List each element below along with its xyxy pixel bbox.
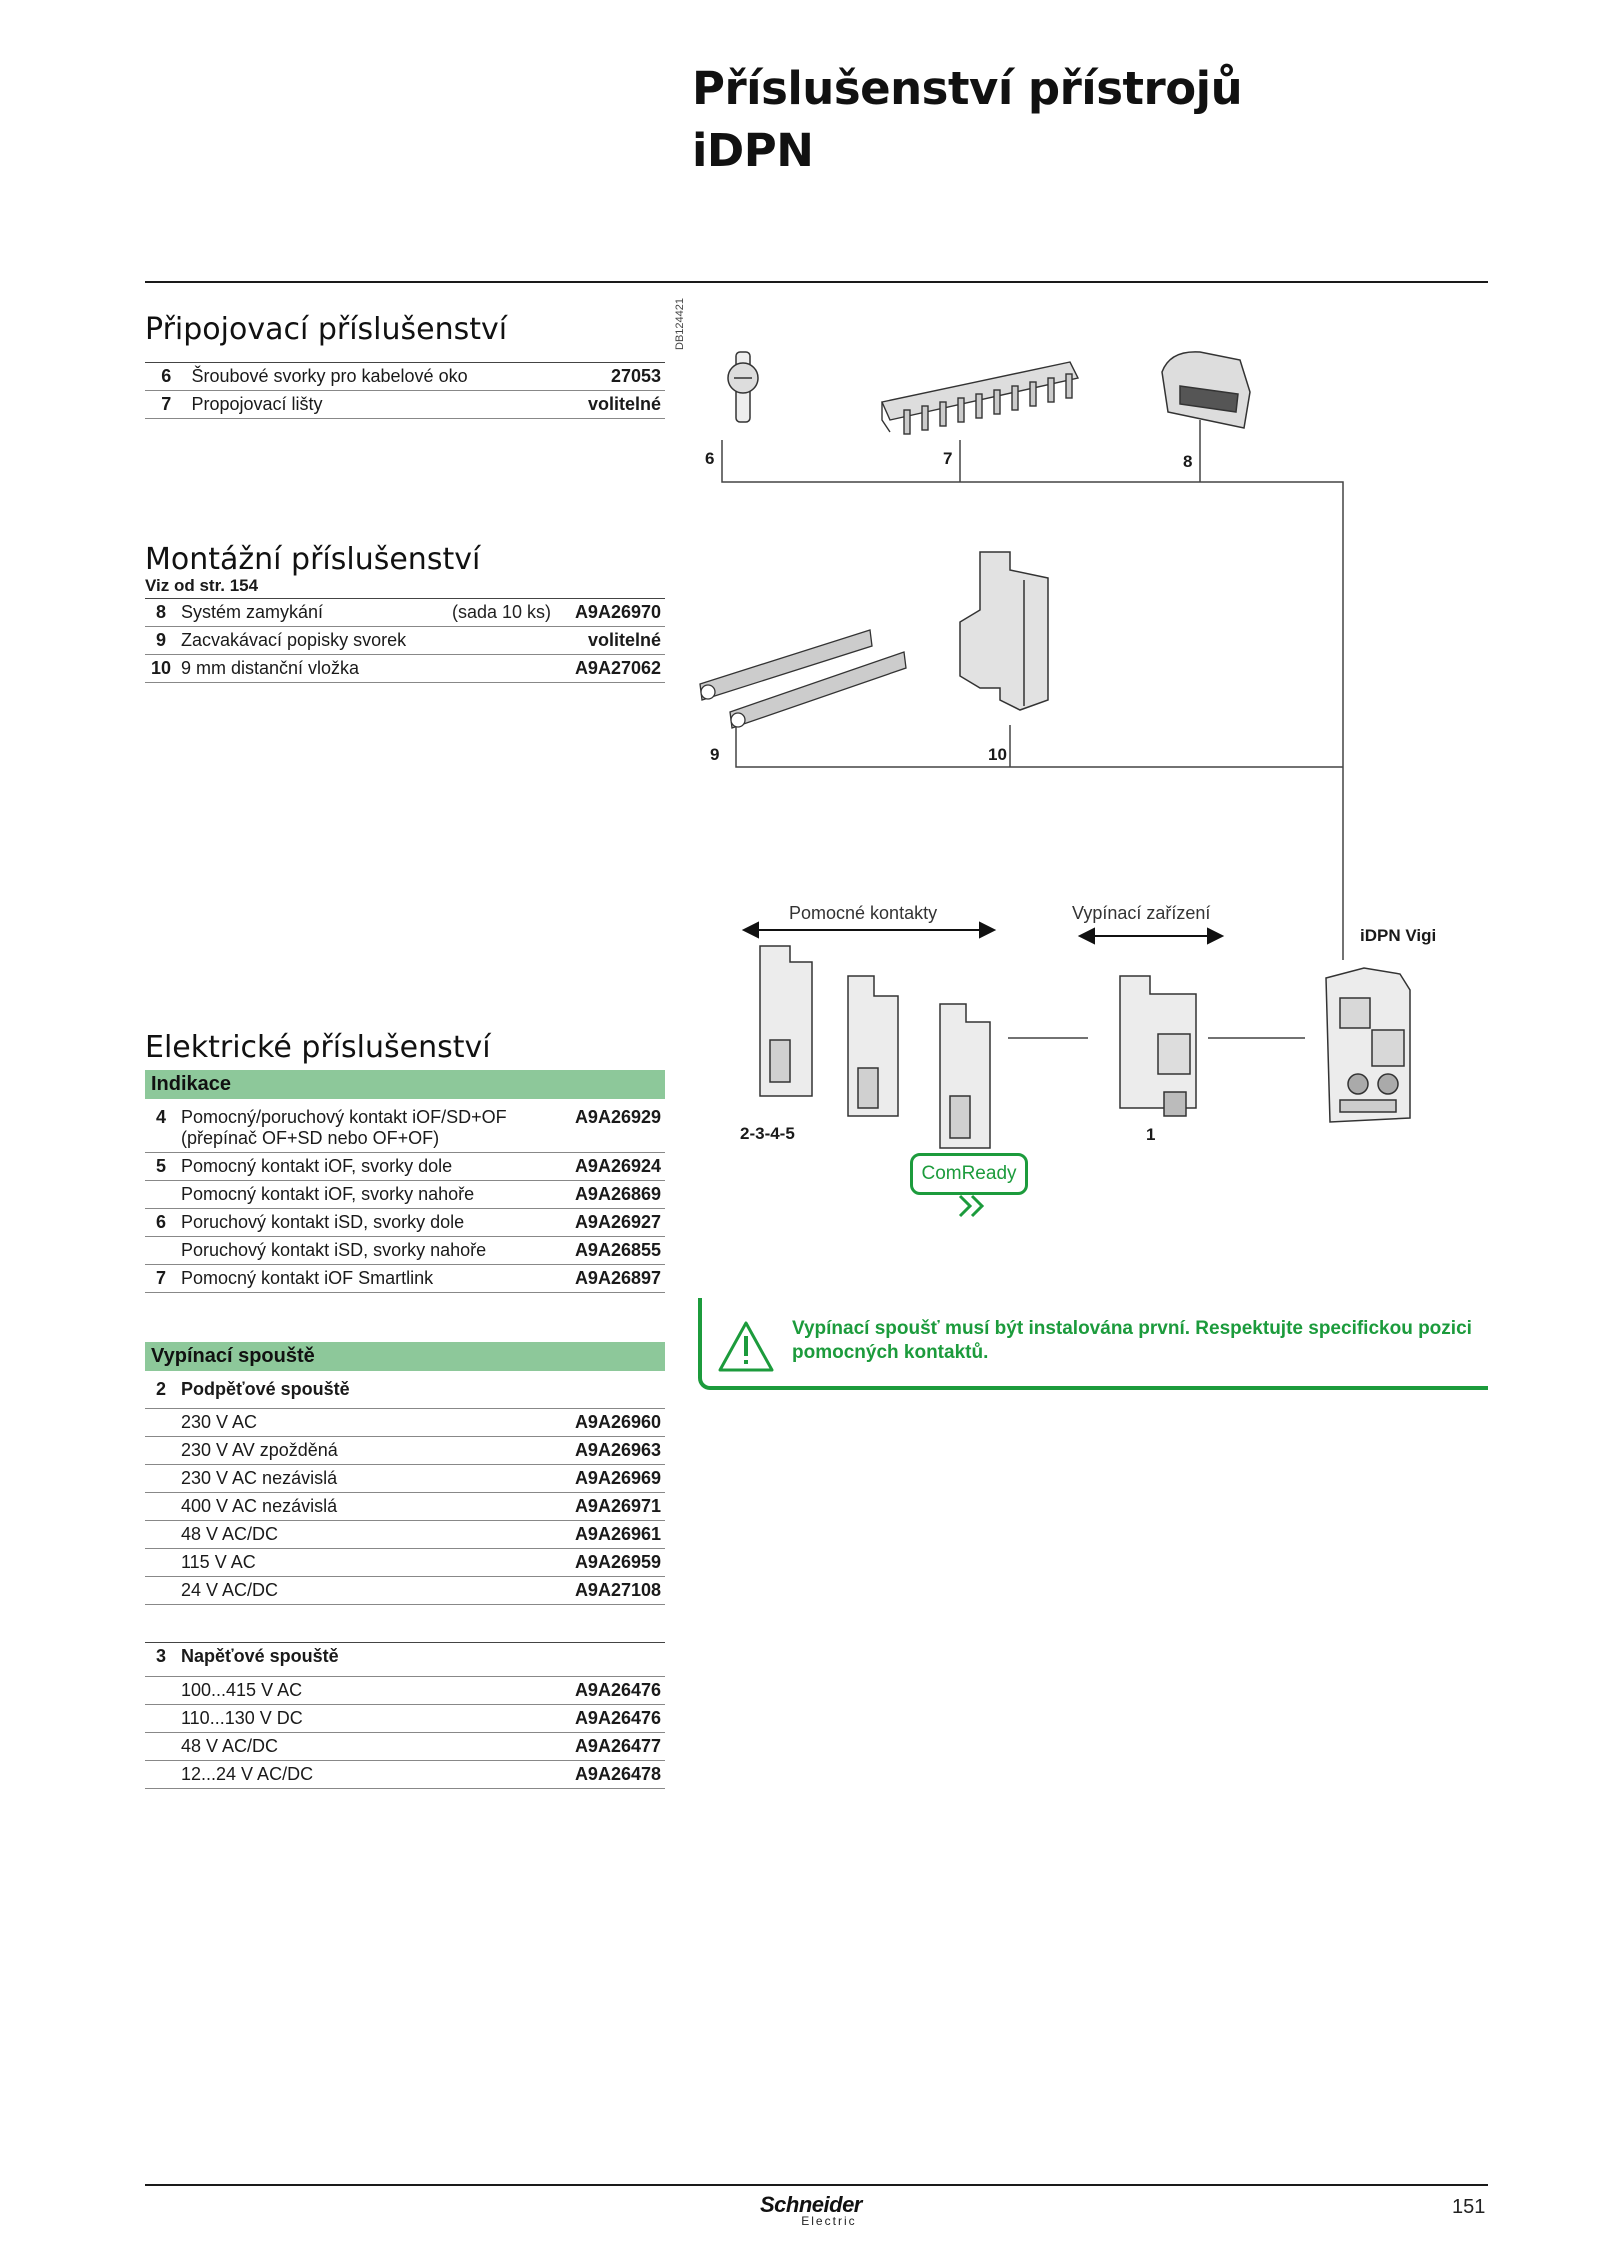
connecting-heading: Připojovací příslušenství: [145, 312, 508, 347]
row-desc: Pomocný kontakt iOF, svorky dole: [181, 1156, 453, 1176]
row-desc: Šroubové svorky pro kabelové oko: [191, 366, 468, 386]
row-desc: 12...24 V AC/DC: [181, 1764, 314, 1784]
row-code: A9A26961: [574, 1523, 661, 1544]
row-num: 4: [155, 1107, 166, 1127]
terminal-labels-drawing: [700, 630, 906, 728]
device-label: iDPN Vigi: [1360, 926, 1437, 945]
row-code: A9A26927: [574, 1212, 661, 1232]
comready-badge: ComReady: [910, 1153, 1028, 1195]
row-desc: 400 V AC nezávislá: [181, 1495, 338, 1516]
row-desc: 24 V AC/DC: [181, 1579, 279, 1600]
diagram-label-6: 6: [705, 449, 715, 468]
row-num: 6: [155, 1212, 166, 1232]
aux-contacts-label: Pomocné kontakty: [789, 903, 938, 923]
row-num: 7: [161, 394, 172, 414]
row-code: A9A26869: [574, 1184, 661, 1204]
diagram-label-7: 7: [943, 449, 953, 468]
row-num: 9: [155, 630, 166, 650]
title-line-1: Příslušenství přístrojů: [692, 62, 1243, 115]
row-code: A9A26969: [574, 1467, 661, 1488]
row-code: A9A27108: [574, 1579, 661, 1600]
subsection-title: Podpěťové spouště: [181, 1379, 350, 1399]
comb-busbar-drawing: [882, 362, 1078, 434]
trip-device-drawing: [1120, 976, 1196, 1116]
aux-contact-modules-drawing: [760, 946, 990, 1148]
comready-chevron-icon: [960, 1196, 982, 1216]
row-num: 3: [155, 1646, 166, 1666]
brand-logo: [760, 2192, 862, 2228]
indication-bar: Indikace: [145, 1070, 665, 1099]
document-reference: DB124421: [674, 298, 686, 350]
locking-system-drawing: [1162, 352, 1250, 428]
row-desc: 110...130 V DC: [181, 1708, 303, 1728]
row-desc: Pomocný kontakt iOF, svorky nahoře: [181, 1184, 475, 1204]
mounting-heading: Montážní příslušenství: [145, 542, 481, 577]
row-code: A9A26477: [574, 1736, 661, 1756]
row-code: A9A26924: [574, 1156, 661, 1176]
row-desc: 230 V AC: [181, 1411, 258, 1432]
aux-contacts-arrow: [744, 923, 994, 937]
row-code: A9A27062: [574, 658, 661, 678]
electrical-heading: Elektrické příslušenství: [145, 1030, 491, 1065]
row-code: A9A26478: [574, 1764, 661, 1784]
row-desc: Propojovací lišty: [191, 394, 323, 414]
row-extra: (sada 10 ks): [451, 602, 551, 622]
row-code: A9A26963: [574, 1439, 661, 1460]
row-desc: Poruchový kontakt iSD, svorky dole: [181, 1212, 465, 1232]
row-desc: Systém zamykání: [181, 602, 324, 622]
title-line-2: iDPN: [692, 124, 814, 177]
row-code: A9A26929: [574, 1107, 661, 1127]
trip-devices-arrow: [1080, 929, 1222, 943]
row-desc: Pomocný/poruchový kontakt iOF/SD+OF (přepínač OF+SD nebo OF+OF): [181, 1107, 507, 1148]
row-desc: 100...415 V AC: [181, 1680, 303, 1700]
row-desc: 48 V AC/DC: [181, 1736, 279, 1756]
mounting-note: Viz od str. 154: [145, 576, 259, 595]
spacer-drawing: [960, 552, 1048, 710]
row-desc: Poruchový kontakt iSD, svorky nahoře: [181, 1240, 487, 1260]
row-code: A9A26959: [574, 1551, 661, 1572]
row-desc: Zacvakávací popisky svorek: [181, 630, 407, 650]
row-code: A9A26476: [574, 1708, 661, 1728]
page-number: 151: [1452, 2196, 1486, 2218]
diagram-label-8: 8: [1183, 452, 1193, 471]
row-code: 27053: [610, 366, 661, 386]
connector-line-mount: [736, 725, 1343, 767]
diagram-label-1: 1: [1146, 1125, 1156, 1144]
idpn-vigi-drawing: [1326, 968, 1410, 1122]
row-desc: 48 V AC/DC: [181, 1523, 279, 1544]
row-code: A9A26897: [574, 1268, 661, 1288]
row-desc: 230 V AV zpožděná: [181, 1439, 338, 1460]
warning-text: Vypínací spoušť musí být instalována první. Respektujte specifickou pozici pomocných kontaktů.: [792, 1318, 1472, 1363]
row-code: A9A26960: [574, 1411, 661, 1432]
row-desc: 230 V AC nezávislá: [181, 1467, 338, 1488]
row-code: volitelné: [587, 630, 661, 650]
row-num: 7: [155, 1268, 166, 1288]
row-num: 5: [155, 1156, 166, 1176]
brand-name: Schneider: [760, 2192, 862, 2217]
row-code: A9A26970: [574, 602, 661, 622]
row-code: A9A26855: [574, 1240, 661, 1260]
diagram-label-9: 9: [710, 745, 720, 764]
row-desc: Pomocný kontakt iOF Smartlink: [181, 1268, 434, 1288]
row-num: 6: [161, 366, 172, 386]
row-num: 8: [155, 602, 166, 622]
diagram-label-10: 10: [988, 745, 1007, 764]
row-num: 2: [155, 1379, 166, 1399]
row-code: A9A26971: [574, 1495, 661, 1516]
subsection-title: Napěťové spouště: [181, 1646, 339, 1666]
row-desc: 115 V AC: [181, 1551, 256, 1572]
row-desc: 9 mm distanční vložka: [181, 658, 360, 678]
brand-sub: Electric: [801, 2214, 857, 2228]
trip-bar: Vypínací spouště: [145, 1342, 665, 1371]
trip-devices-label: Vypínací zařízení: [1072, 903, 1211, 923]
row-num: 10: [150, 658, 172, 678]
diagram-label-2345: 2-3-4-5: [740, 1124, 795, 1143]
row-code: A9A26476: [574, 1680, 661, 1700]
footer-rule: [145, 2184, 1488, 2186]
row-code: volitelné: [587, 394, 661, 414]
screw-terminal-drawing: [728, 352, 758, 422]
